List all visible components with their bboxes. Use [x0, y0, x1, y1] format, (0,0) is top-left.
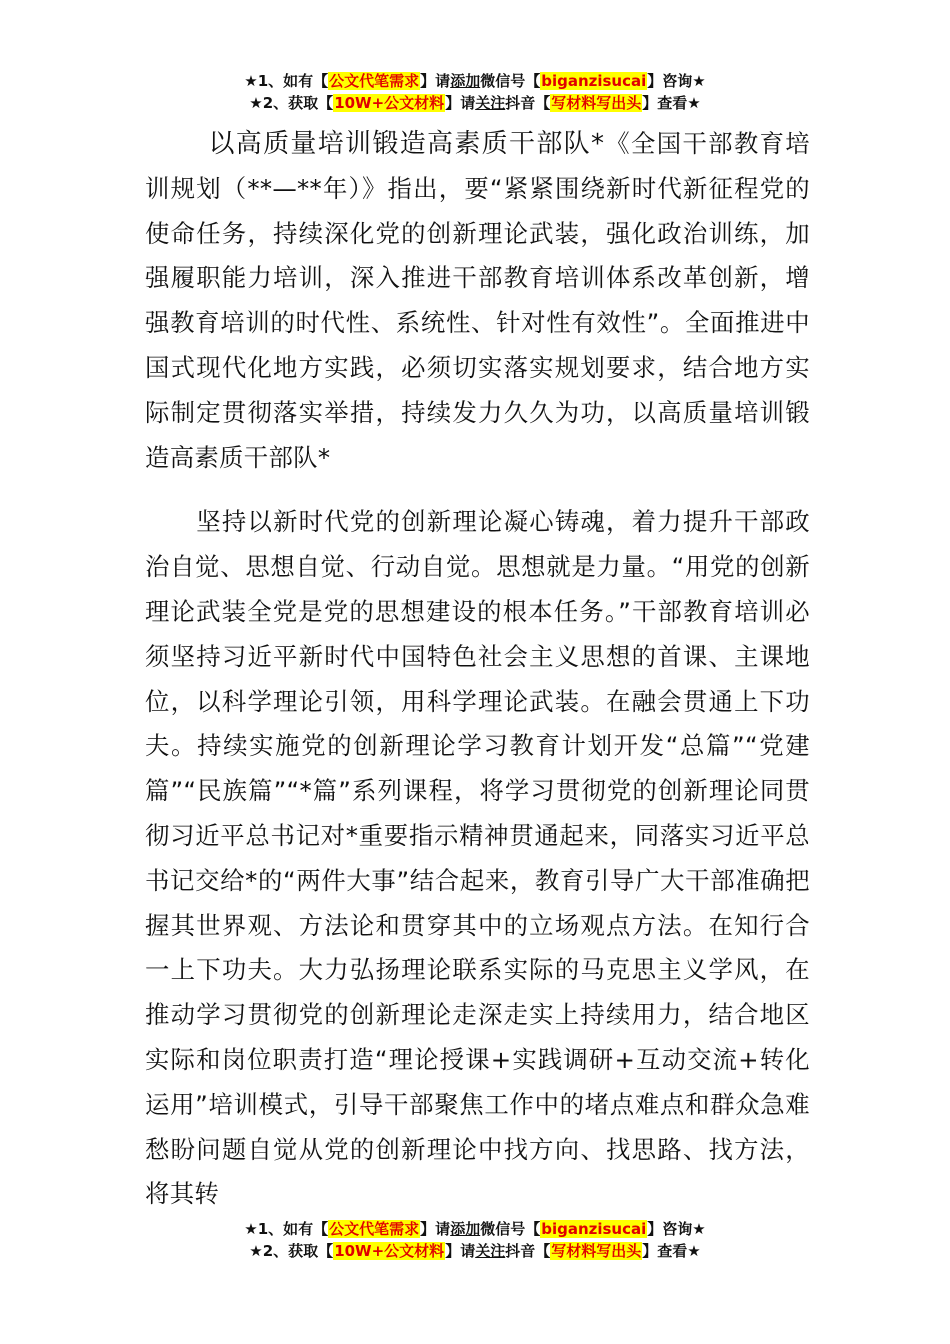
banner-line-2: [0, 92, 950, 114]
article-paragraph-1: [145, 122, 810, 480]
banner-text: 】请: [445, 1242, 476, 1260]
banner-text: 抖音【: [505, 1242, 551, 1260]
banner-text: 】查看★: [642, 1242, 701, 1260]
banner-line-2: [0, 1240, 950, 1262]
banner-text: ★1、如有【: [244, 1220, 329, 1238]
banner-highlight: 公文代笔需求: [329, 72, 420, 90]
banner-text: 】咨询★: [647, 72, 706, 90]
paragraph-1-text: 《全国干部教育培训规划（**—**年）》指出，要“紧紧围绕新时代新征程党的使命任务，持续深化党的创新理论武装，强化政治训练，加强履职能力培训，深入推进干部教育培训体系改革创新，增强教育培训的时代性、系统性、针对性有效性”。全面推进中国式现代化地方实践，必须切实落实规划要求，结合地方实际制定贯彻落实举措，持续发力久久为功，以高质量培训锻造高素质干部队*: [145, 129, 810, 472]
banner-underlined: 添加: [450, 1220, 481, 1238]
banner-underlined: 关注: [475, 94, 506, 112]
banner-text: 】请: [420, 72, 451, 90]
banner-text: ★2、获取【: [249, 94, 334, 112]
footer-banner: [0, 1218, 950, 1262]
header-banner: [0, 70, 950, 114]
banner-text: 】请: [420, 1220, 451, 1238]
banner-text: 微信号【: [480, 1220, 541, 1238]
banner-text: ★2、获取【: [249, 1242, 334, 1260]
banner-underlined: 关注: [475, 1242, 506, 1260]
banner-text: ★1、如有【: [244, 72, 329, 90]
banner-wechat-id: biganzisucai: [541, 1220, 647, 1238]
banner-text: 】查看★: [642, 94, 701, 112]
article-paragraph-2: 坚持以新时代党的创新理论凝心铸魂，着力提升干部政治自觉、思想自觉、行动自觉。思想就是力量。“用党的创新理论武装全党是党的思想建设的根本任务。”干部教育培训必须坚持习近平新时代中国特色社会主义思想的首课、主课地位，以科学理论引领，用科学理论武装。在融会贯通上下功夫。持续实施党的创新理论学习教育计划开发“总篇”“党建篇”“民族篇”“*篇”系列课程，将学习贯彻党的创新理论同贯彻习近平总书记对*重要指示精神贯通起来，同落实习近平总书记交给*的“两件大事”结合起来，教育引导广大干部准确把握其世界观、方法论和贯穿其中的立场观点方法。在知行合一上下功夫。大力弘扬理论联系实际的马克思主义学风，在推动学习贯彻党的创新理论走深走实上持续用力，结合地区实际和岗位职责打造“理论授课+实践调研+互动交流+转化运用”培训模式，引导干部聚焦工作中的堵点难点和群众急难愁盼问题自觉从党的创新理论中找方向、找思路、找方法，将其转: [145, 507, 810, 1209]
banner-text: 微信号【: [480, 72, 541, 90]
banner-text: 抖音【: [505, 94, 551, 112]
banner-underlined: 添加: [450, 72, 481, 90]
banner-douyin-id: 写材料写出头: [551, 1242, 642, 1260]
article-title: 以高质量培训锻造高素质干部队*: [208, 129, 605, 159]
banner-text: 】咨询★: [647, 1220, 706, 1238]
article-body: [145, 122, 810, 1217]
banner-text: 】请: [445, 94, 476, 112]
banner-line-1: [0, 70, 950, 92]
banner-highlight: 10W+公文材料: [334, 94, 445, 112]
banner-highlight: 10W+公文材料: [334, 1242, 445, 1260]
banner-wechat-id: biganzisucai: [541, 72, 647, 90]
banner-douyin-id: 写材料写出头: [551, 94, 642, 112]
banner-highlight: 公文代笔需求: [329, 1220, 420, 1238]
banner-line-1: [0, 1218, 950, 1240]
